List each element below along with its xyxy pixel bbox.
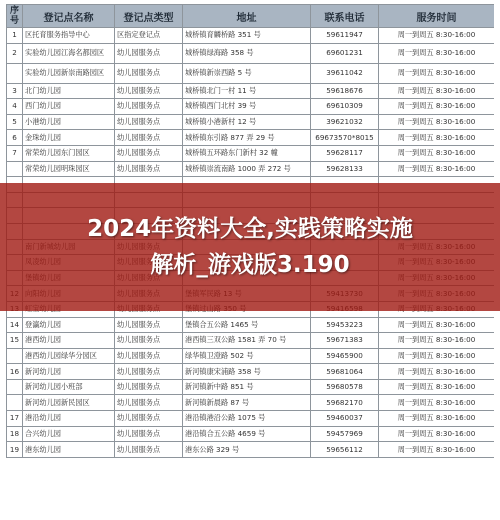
cell-type: 区指定登记点 [115,28,183,44]
cell-phone: 59465900 [311,348,379,364]
cell-type: 幼儿园服务点 [115,130,183,146]
cell-no: 15 [7,333,23,349]
cell-name: 小港幼儿园 [23,114,115,130]
cell-phone: 59460037 [311,411,379,427]
cell-type: 幼儿园服务点 [115,333,183,349]
table-row [7,145,495,161]
cell-type: 幼儿园服务点 [115,114,183,130]
cell-phone: 69673570*8015 [311,130,379,146]
table-row [7,63,495,83]
cell-type: 幼儿园服务点 [115,83,183,99]
cell-name: 区托育服务指导中心 [23,28,115,44]
cell-address: 城桥镇五环路东门新村 32 幢 [183,145,311,161]
cell-no: 19 [7,442,23,458]
cell-address: 城桥镇东引路 877 弄 29 号 [183,130,311,146]
cell-name: 港西幼儿园 [23,333,115,349]
table-row [7,28,495,44]
cell-time: 周一到周五 8:30-16:00 [379,411,495,427]
cell-no: 17 [7,411,23,427]
cell-address: 港东公路 329 号 [183,442,311,458]
cell-type: 幼儿园服务点 [115,411,183,427]
cell-address: 城桥镇小港新村 12 号 [183,114,311,130]
table-row [7,99,495,115]
cell-name: 常荣幼儿园东门园区 [23,145,115,161]
cell-no: 7 [7,145,23,161]
cell-time: 周一到周五 8:30-16:00 [379,379,495,395]
table-row [7,442,495,458]
cell-phone: 59457969 [311,426,379,442]
cell-phone: 59682170 [311,395,379,411]
cell-name: 北门幼儿园 [23,83,115,99]
cell-time: 周一到周五 8:30-16:00 [379,317,495,333]
cell-no [7,161,23,177]
table-row [7,114,495,130]
cell-address: 绿华镇卫澄路 502 号 [183,348,311,364]
table-row [7,364,495,380]
cell-no: 3 [7,83,23,99]
cell-type: 幼儿园服务点 [115,348,183,364]
cell-address: 港沿镇合五公路 4659 号 [183,426,311,442]
table-row [7,395,495,411]
cell-type: 幼儿园服务点 [115,145,183,161]
cell-time: 周一到周五 8:30-16:00 [379,43,495,63]
cell-name: 实验幼儿园新崇南路园区 [23,63,115,83]
cell-phone: 59453223 [311,317,379,333]
table-row [7,161,495,177]
cell-type: 幼儿园服务点 [115,99,183,115]
cell-address: 城桥镇绿海路 358 号 [183,43,311,63]
cell-time: 周一到周五 8:30-16:00 [379,63,495,83]
cell-type: 幼儿园服务点 [115,395,183,411]
table-header-row [7,5,495,28]
cell-name: 登瀛幼儿园 [23,317,115,333]
cell-phone: 69601231 [311,43,379,63]
cell-name: 港东幼儿园 [23,442,115,458]
title-banner [0,183,500,311]
cell-name: 实验幼儿园江海名都园区 [23,43,115,63]
cell-no [7,348,23,364]
cell-type: 幼儿园服务点 [115,426,183,442]
cell-time: 周一到周五 8:30-16:00 [379,145,495,161]
cell-address: 新河镇康宋浦路 358 号 [183,364,311,380]
header-name: 登记点名称 [23,5,115,28]
header-phone: 联系电话 [311,5,379,28]
cell-address: 城桥镇北门一村 11 号 [183,83,311,99]
table-row [7,317,495,333]
cell-no: 18 [7,426,23,442]
cell-time: 周一到周五 8:30-16:00 [379,442,495,458]
cell-time: 周一到周五 8:30-16:00 [379,395,495,411]
cell-name: 港沿幼儿园 [23,411,115,427]
table-row [7,130,495,146]
cell-phone: 59618676 [311,83,379,99]
table-row [7,333,495,349]
cell-time: 周一到周五 8:30-16:00 [379,28,495,44]
table-row [7,426,495,442]
cell-type: 幼儿园服务点 [115,161,183,177]
cell-name: 新河幼儿园 [23,364,115,380]
cell-time: 周一到周五 8:30-16:00 [379,114,495,130]
cell-time: 周一到周五 8:30-16:00 [379,130,495,146]
table-row [7,348,495,364]
cell-no: 16 [7,364,23,380]
cell-phone: 69610309 [311,99,379,115]
cell-phone: 59656112 [311,442,379,458]
cell-address: 城桥镇崇流南路 1000 弄 272 号 [183,161,311,177]
cell-no: 14 [7,317,23,333]
cell-address: 城桥镇西门北村 39 号 [183,99,311,115]
cell-phone: 59680578 [311,379,379,395]
header-type: 登记点类型 [115,5,183,28]
cell-type: 幼儿园服务点 [115,63,183,83]
cell-time: 周一到周五 8:30-16:00 [379,364,495,380]
cell-no: 6 [7,130,23,146]
cell-no [7,63,23,83]
cell-type: 幼儿园服务点 [115,317,183,333]
cell-name: 金珠幼儿园 [23,130,115,146]
cell-address: 城桥镇育麟桥路 351 号 [183,28,311,44]
header-address: 地址 [183,5,311,28]
table-row [7,83,495,99]
cell-address: 城桥镇新崇西路 5 号 [183,63,311,83]
cell-phone: 59628117 [311,145,379,161]
cell-name: 常荣幼儿园明珠园区 [23,161,115,177]
cell-phone: 59671383 [311,333,379,349]
banner-title-line2: 解析_游戏版3.190 [150,252,350,278]
cell-phone: 59611947 [311,28,379,44]
cell-phone: 59628133 [311,161,379,177]
cell-type: 幼儿园服务点 [115,43,183,63]
cell-time: 周一到周五 8:30-16:00 [379,161,495,177]
cell-name: 合兴幼儿园 [23,426,115,442]
banner-title-line1: 2024年资料大全,实践策略实施 [87,216,413,242]
header-no: 序号 [7,5,23,28]
table-row [7,379,495,395]
cell-phone: 39621032 [311,114,379,130]
cell-phone: 39611042 [311,63,379,83]
cell-address: 堡镇合五公路 1465 号 [183,317,311,333]
cell-time: 周一到周五 8:30-16:00 [379,426,495,442]
cell-time: 周一到周五 8:30-16:00 [379,348,495,364]
cell-name: 港西幼儿园绿华分园区 [23,348,115,364]
cell-name: 新河幼儿园新民园区 [23,395,115,411]
cell-time: 周一到周五 8:30-16:00 [379,333,495,349]
cell-no [7,395,23,411]
cell-time: 周一到周五 8:30-16:00 [379,99,495,115]
table-row [7,411,495,427]
cell-name: 西门幼儿园 [23,99,115,115]
cell-no: 2 [7,43,23,63]
cell-no: 4 [7,99,23,115]
cell-address: 新河镇新晨路 87 号 [183,395,311,411]
cell-type: 幼儿园服务点 [115,364,183,380]
cell-no: 5 [7,114,23,130]
cell-name: 新河幼儿园小班部 [23,379,115,395]
cell-type: 幼儿园服务点 [115,442,183,458]
cell-no [7,379,23,395]
cell-address: 港沿镇港沿公路 1075 号 [183,411,311,427]
cell-address: 新河镇新中路 851 号 [183,379,311,395]
cell-type: 幼儿园服务点 [115,379,183,395]
cell-phone: 59681064 [311,364,379,380]
table-row [7,43,495,63]
cell-time: 周一到周五 8:30-16:00 [379,83,495,99]
cell-address: 港西镇三双公路 1581 弄 70 号 [183,333,311,349]
cell-no: 1 [7,28,23,44]
header-time: 服务时间 [379,5,495,28]
